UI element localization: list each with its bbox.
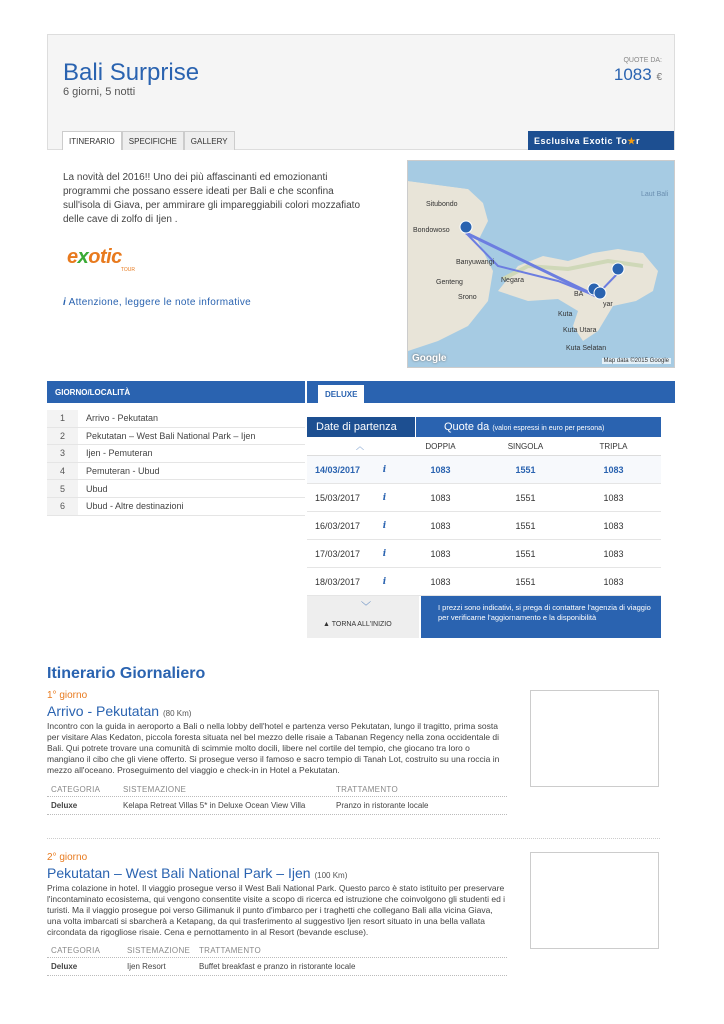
departure-date: 16/03/2017 [315, 520, 361, 531]
notes-warning-link[interactable] [63, 297, 251, 308]
accommodation-value: Ijen Resort [127, 962, 166, 971]
table-row [307, 512, 661, 540]
day-number: 4 [47, 463, 78, 480]
day-2-photo [530, 852, 659, 949]
quote-label: QUOTE DA: [623, 57, 662, 64]
map-label-laut-bali: Laut Bali [641, 191, 669, 198]
days-header: GIORNO/LOCALITÀ [47, 381, 305, 403]
map-graphic [408, 161, 675, 368]
info-icon[interactable]: i [382, 492, 387, 503]
itinerary-title: Itinerario Giornaliero [47, 665, 206, 682]
price-singola: 1551 [515, 492, 536, 503]
map-label-kuta-selatan: Kuta Selatan [566, 345, 607, 352]
map-label-kuta-utara: Kuta Utara [563, 327, 597, 334]
map-credit: Map data ©2015 Google [603, 358, 669, 364]
price-table [307, 417, 661, 638]
tour-header [47, 34, 675, 150]
map-label-bondowoso: Bondowoso [413, 227, 450, 234]
map-label-negara: Negara [501, 277, 524, 284]
tab-deluxe[interactable]: DELUXE [318, 385, 364, 403]
table-row [47, 958, 507, 976]
price-tripla: 1083 [603, 576, 624, 587]
route-map[interactable] [407, 160, 675, 368]
col-doppia: DOPPIA [425, 441, 456, 451]
info-icon: i [63, 297, 67, 308]
col-trattamento: TRATTAMENTO [336, 785, 398, 794]
map-label-genteng: Genteng [436, 279, 463, 286]
duration-subtitle: 6 giorni, 5 notti [63, 86, 136, 98]
tab-gallery[interactable]: GALLERY [184, 131, 235, 150]
day-label: 2° giorno [47, 852, 88, 863]
day-location: Ubud - Altre destinazioni [86, 501, 184, 512]
day-description: Prima colazione in hotel. Il viaggio prosegue verso il West Bali National Park. Questo parco è stato istituito per preservare l'incontaminato ecosistema, qui vengono consentite visite a scopo di ricerca ed istruzione che coinvolgono gli studenti ed i turisti. Ma il viaggio prosegue poi verso Gilimanuk il punto d'imbarco per i traghetti che collegano Bali alla vicina Giava, una volta imbarcati si sbarcherà a Ketapang, da qui trasferimento al suggestivo Ijen resort situato in una bella vallata circondata da rigogliose risaie. Cena e pernottamento in al Resort (bevande escluse). [47, 883, 506, 937]
tab-itinerario[interactable]: ITINERARIO [62, 131, 122, 150]
departure-date: 14/03/2017 [315, 464, 361, 475]
scroll-up-icon[interactable]: ︿ [356, 441, 364, 451]
col-sistemazione: SISTEMAZIONE [123, 785, 187, 794]
price-doppia: 1083 [430, 492, 451, 503]
day-description: Incontro con la guida in aeroporto a Bali o nella lobby dell'hotel e partenza verso Pekutatan, lungo il tragitto, prima sosta per visitare Alas Kedaton, piccola foresta situata nel bel mezzo delle risaie a Tabanan Regency nella zona occidentale di Bali. Qui potrete trovare una comunità di scimmie molto docili, libere nel cortile del tempio, che giocano tra loro o mangiano il cibo che gli viene offerto. Si prosegue verso il famoso e sacro tempio di Tanah Lot, costruito su una roccia in mezzo all'oceano. Proseguimento del viaggio e check-in in Hotel a Pekutatan. [47, 721, 500, 775]
day-distance: (100 Km) [314, 871, 348, 880]
day-title [47, 865, 507, 881]
quotes-header [415, 417, 661, 437]
price-singola: 1551 [515, 576, 536, 587]
col-tripla: TRIPLA [599, 441, 628, 451]
info-icon[interactable]: i [382, 464, 387, 475]
tab-specifiche[interactable]: SPECIFICHE [122, 131, 184, 150]
map-label-ba: BA [574, 291, 584, 298]
col-singola: SINGOLA [507, 441, 544, 451]
col-trattamento: TRATTAMENTO [199, 946, 261, 955]
list-item[interactable] [47, 480, 305, 498]
price-disclaimer: I prezzi sono indicativi, si prega di contattare l'agenzia di viaggio per verificarne l'aggiornamento e la disponibilità [419, 596, 661, 638]
price-doppia: 1083 [430, 576, 451, 587]
logo-subtext: TOUR [120, 267, 135, 273]
col-categoria: CATEGORIA [51, 785, 101, 794]
day-number: 2 [47, 428, 78, 445]
quotes-header-note: (valori espressi in euro per persona) [492, 425, 605, 432]
table-row [307, 540, 661, 568]
warning-text: Attenzione, leggere le note informative [68, 297, 251, 308]
info-icon[interactable]: i [382, 520, 387, 531]
price-tripla: 1083 [603, 464, 624, 475]
day-number: 3 [47, 445, 78, 462]
list-item[interactable] [47, 428, 305, 446]
table-row [47, 797, 507, 815]
quote-price [614, 65, 662, 85]
days-list [47, 410, 305, 516]
day-label: 1° giorno [47, 690, 88, 701]
logo-text-b: otic [88, 246, 122, 268]
day-location: Pekutatan – West Bali National Park – Ijen [86, 430, 256, 441]
exotic-tour-logo [67, 246, 137, 274]
table-row [307, 484, 661, 512]
intro-text: La novità del 2016!! Uno dei più affascinanti ed emozionanti programmi che possano essere ideati per Bali e che sconfina sull'isola di Giava, per ammirare gli impareggiabili colori mozzafiato delle cave di zolfo di Ijen . [63, 172, 361, 225]
price-singola: 1551 [515, 520, 536, 531]
list-item[interactable] [47, 498, 305, 516]
list-item[interactable] [47, 463, 305, 481]
day-title-text: Pekutatan – West Bali National Park – Ijen [47, 865, 311, 881]
map-label-situbondo: Situbondo [426, 201, 458, 208]
day-number: 1 [47, 410, 78, 427]
info-icon[interactable]: i [382, 576, 387, 587]
category-value: Deluxe [51, 801, 78, 810]
accommodation-table [47, 783, 507, 815]
col-categoria: CATEGORIA [51, 946, 101, 955]
price-singola: 1551 [515, 464, 536, 475]
departure-dates-header: Date di partenza [307, 417, 415, 437]
list-item[interactable] [47, 410, 305, 428]
table-row [307, 456, 661, 484]
day-distance: (80 Km) [162, 709, 192, 718]
price-tripla: 1083 [603, 548, 624, 559]
category-value: Deluxe [51, 962, 78, 971]
google-logo: Google [412, 353, 447, 364]
info-icon[interactable]: i [382, 548, 387, 559]
col-sistemazione: SISTEMAZIONE [127, 946, 191, 955]
price-tripla: 1083 [603, 492, 624, 503]
exclusive-label: Esclusiva Exotic To [534, 136, 628, 146]
day-location: Arrivo - Pekutatan [86, 413, 159, 424]
price-value: 1083 [613, 65, 652, 84]
day-location: Pemuteran - Ubud [86, 466, 160, 477]
back-to-top-link[interactable]: ▲ TORNA ALL'INIZIO [323, 621, 392, 628]
scroll-down-icon[interactable]: ﹀ [361, 602, 371, 613]
departure-date: 18/03/2017 [315, 576, 361, 587]
day-1-photo [530, 690, 659, 787]
departure-date: 15/03/2017 [315, 492, 361, 503]
day-2-block [47, 852, 507, 976]
list-item[interactable] [47, 445, 305, 463]
day-number: 5 [47, 480, 78, 497]
exclusive-banner [528, 131, 674, 150]
table-row [307, 568, 661, 596]
price-tabs-bar [307, 381, 675, 403]
map-label-kuta: Kuta [558, 311, 573, 318]
map-label-srono: Srono [458, 294, 477, 301]
quotes-header-label: Quote da [444, 421, 490, 433]
price-doppia: 1083 [430, 520, 451, 531]
accommodation-value: Kelapa Retreat Villas 5* in Deluxe Ocean View Villa [123, 801, 306, 810]
price-doppia: 1083 [430, 548, 451, 559]
day-number: 6 [47, 498, 78, 515]
day-title-text: Arrivo - Pekutatan [47, 703, 160, 719]
logo-text-a: e [67, 246, 78, 268]
exclusive-label-tail: r [635, 136, 640, 146]
section-tabs [62, 131, 235, 150]
star-icon: ★ [627, 136, 636, 146]
price-tripla: 1083 [603, 520, 624, 531]
day-location: Ubud [86, 483, 108, 494]
day-title [47, 703, 507, 719]
map-label-banyuwangi: Banyuwangi [456, 259, 495, 266]
logo-text-x: x [77, 246, 89, 268]
day-location: Ijen - Pemuteran [86, 448, 153, 459]
departure-date: 17/03/2017 [315, 548, 361, 559]
day-1-block [47, 690, 507, 815]
page-title: Bali Surprise [63, 59, 200, 86]
map-label-yar: yar [603, 301, 613, 308]
accommodation-table [47, 944, 507, 976]
price-doppia: 1083 [430, 464, 451, 475]
board-value: Pranzo in ristorante locale [336, 801, 429, 810]
currency-symbol: € [656, 72, 662, 83]
price-singola: 1551 [515, 548, 536, 559]
divider [47, 838, 660, 839]
board-value: Buffet breakfast e pranzo in ristorante locale [199, 962, 356, 971]
